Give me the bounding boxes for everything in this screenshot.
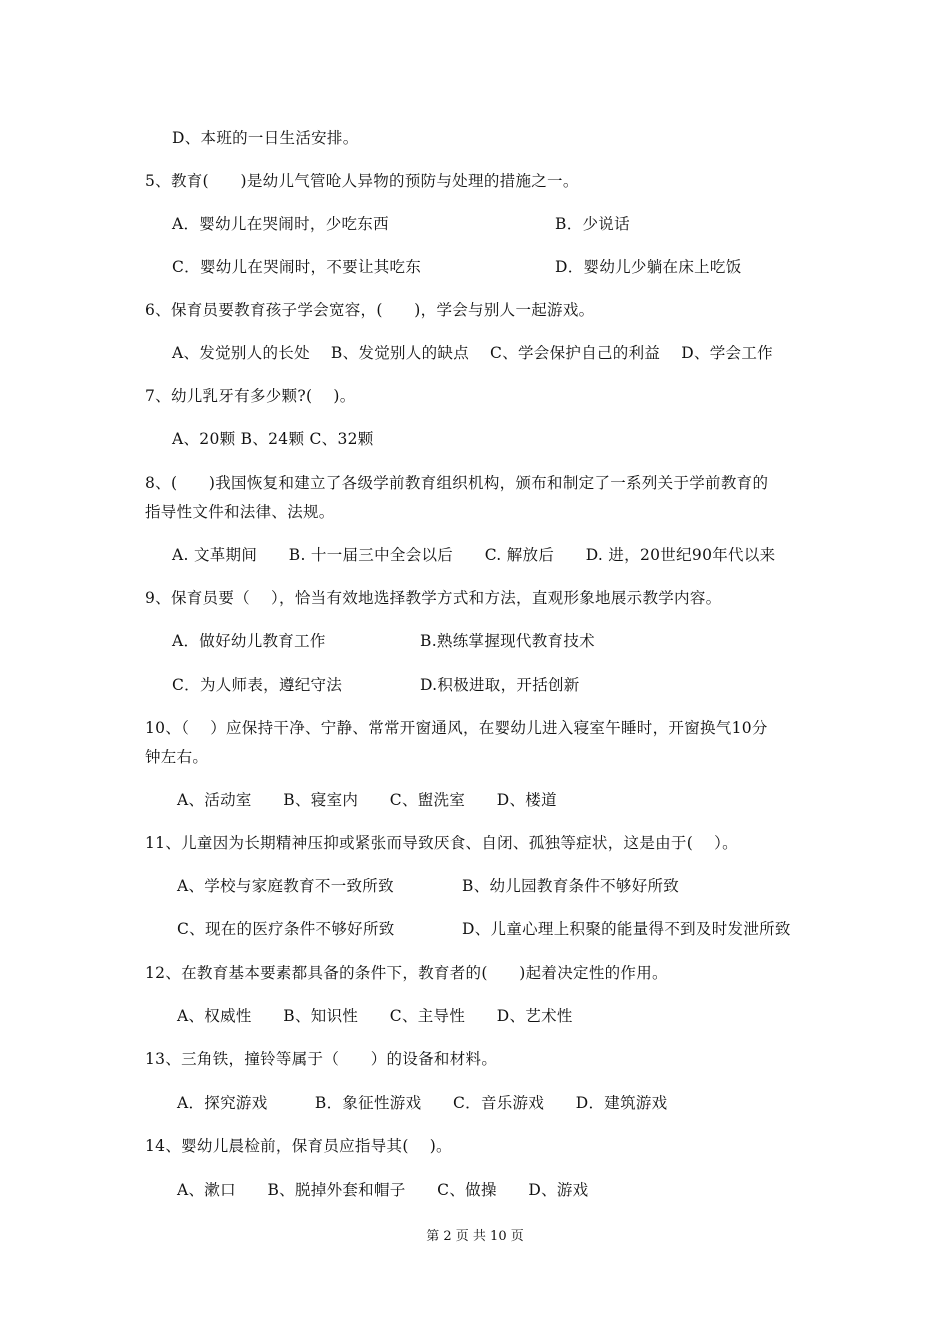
q5-option-d: D．婴幼儿少躺在床上吃饭 <box>555 258 742 276</box>
q9-question: 9、保育员要（ ），恰当有效地选择教学方式和方法，直观形象地展示教学内容。 <box>145 589 722 607</box>
q7-question: 7、幼儿乳牙有多少颗?( )。 <box>145 387 356 405</box>
q10-question-line1: 10、（ ）应保持干净、宁静、常常开窗通风，在婴幼儿进入寝室午睡时，开窗换气10分 <box>145 719 768 737</box>
q14-question: 14、婴幼儿晨检前，保育员应指导其( )。 <box>145 1137 452 1155</box>
q12-question: 12、在教育基本要素都具备的条件下，教育者的( )起着决定性的作用。 <box>145 964 668 982</box>
q9-option-c: C．为人师表，遵纪守法 <box>172 676 343 694</box>
q11-option-a: A、学校与家庭教育不一致所致 <box>177 877 394 895</box>
q14-options: A、漱口 B、脱掉外套和帽子 C、做操 D、游戏 <box>177 1181 589 1199</box>
q9-option-a: A．做好幼儿教育工作 <box>172 632 326 650</box>
q5-option-c: C．婴幼儿在哭闹时，不要让其吃东 <box>172 258 422 276</box>
q6-options: A、发觉别人的长处 B、发觉别人的缺点 C、学会保护自己的利益 D、学会工作 <box>172 344 773 362</box>
q11-option-b: B、幼儿园教育条件不够好所致 <box>462 877 680 895</box>
q13-question: 13、三角铁，撞铃等属于（ ）的设备和材料。 <box>145 1050 498 1068</box>
q5-question: 5、教育( )是幼儿气管呛人异物的预防与处理的措施之一。 <box>145 172 579 190</box>
q8-question-line2: 指导性文件和法律、法规。 <box>145 503 335 521</box>
q13-options: A．探究游戏 B．象征性游戏 C．音乐游戏 D．建筑游戏 <box>177 1094 668 1112</box>
q11-option-d: D、儿童心理上积聚的能量得不到及时发泄所致 <box>462 920 791 938</box>
q7-options: A、20颗 B、24颗 C、32颗 <box>172 430 374 448</box>
q11-question: 11、儿童因为长期精神压抑或紧张而导致厌食、自闭、孤独等症状，这是由于( ）。 <box>145 834 738 852</box>
q8-question-line1: 8、( )我国恢复和建立了各级学前教育组织机构，颁布和制定了一系列关于学前教育的 <box>145 474 769 492</box>
q5-option-b: B．少说话 <box>555 215 630 233</box>
q9-option-b: B.熟练掌握现代教育技术 <box>420 632 595 650</box>
q11-option-c: C、现在的医疗条件不够好所致 <box>177 920 395 938</box>
page-number-footer: 第 2 页 共 10 页 <box>426 1229 524 1244</box>
q6-question: 6、保育员要教育孩子学会宽容，( )，学会与别人一起游戏。 <box>145 301 595 319</box>
q9-option-d: D.积极进取，开括创新 <box>420 676 580 694</box>
q8-options: A. 文革期间 B. 十一届三中全会以后 C. 解放后 D. 进，20世纪90年代以来 <box>172 546 776 564</box>
q10-question-line2: 钟左右。 <box>145 748 209 766</box>
q12-options: A、权威性 B、知识性 C、主导性 D、艺术性 <box>177 1007 573 1025</box>
q4-option-d: D、本班的一日生活安排。 <box>172 129 359 147</box>
q5-option-a: A．婴幼儿在哭闹时，少吃东西 <box>172 215 389 233</box>
q10-options: A、活动室 B、寝室内 C、盥洗室 D、楼道 <box>177 791 557 809</box>
